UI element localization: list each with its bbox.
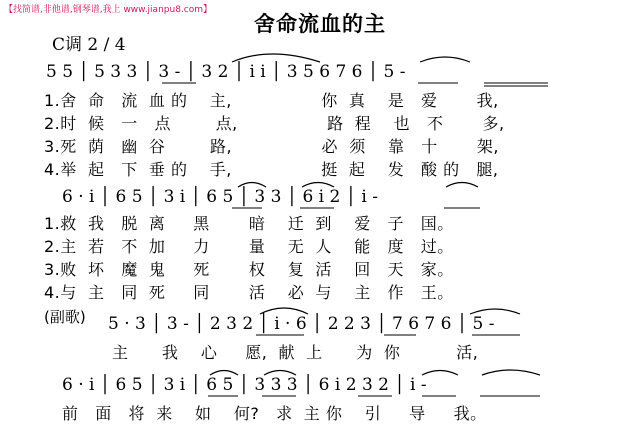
lyric-line-1-verse-1: 1.舍 命 流 血 的 主, 你 真 是 爱 我, (44, 91, 499, 110)
notation-line-2: 6 · i │ 6 5 │ 3 i │ 6 5 │ 3 3 │ 6 i 2 │ i - (62, 187, 378, 207)
refrain-label: (副歌) (44, 308, 86, 326)
lyric-line-1-verse-2: 2.时 候 一 点 点, 路 程 也 不 多, (44, 114, 505, 133)
slur-mark (420, 57, 470, 62)
key-signature: C调 2 / 4 (52, 35, 126, 55)
slur-mark (482, 370, 540, 375)
lyric-line-4: 前 面 将 来 如 何? 求 主 你 引 导 我。 (62, 404, 487, 423)
notation-line-1: 5 5 │ 5 3 3 │ 3 - │ 3 2 │ i i │ 3 5 6 7 6 │ 5 - (46, 62, 406, 82)
notation-line-3: 5 · 3 │ 3 - │ 2 3 2 │ i · 6 │ 2 2 3 │ 7 6 7 6 │ 5 - (108, 314, 495, 334)
lyric-line-1-verse-4: 4.举 起 下 垂 的 手, 挺 起 发 酸 的 腿, (44, 160, 499, 179)
slur-mark (446, 183, 478, 188)
source-watermark: 【找简谱,非他谱,钢琴谱,我上 www.jianpu8.com】 (4, 5, 213, 15)
lyric-line-2-verse-2: 2.主 若 不 加 力 量 无 人 能 度 过。 (44, 237, 454, 256)
slur-mark (232, 54, 320, 62)
lyric-line-1-verse-3: 3.死 荫 幽 谷 路, 必 须 靠 十 架, (44, 137, 499, 156)
slur-mark (422, 371, 458, 376)
lyric-line-3: 主 我 心 愿, 献 上 为 你 活, (112, 343, 479, 362)
page-title: 舍命流血的主 (254, 12, 386, 36)
lyric-line-2-verse-3: 3.败 坏 魔 鬼 死 权 复 活 回 天 家。 (44, 260, 454, 279)
lyric-line-2-verse-1: 1.救 我 脱 离 黑 暗 迁 到 爱 子 国。 (44, 214, 454, 233)
notation-line-4: 6 · i │ 6 5 │ 3 i │ 6 5 │ 3 3 3 │ 6 i 2 3 2 │ i - (62, 375, 427, 395)
lyric-line-2-verse-4: 4.与 主 同 死 同 活 必 与 主 作 王。 (44, 283, 454, 302)
